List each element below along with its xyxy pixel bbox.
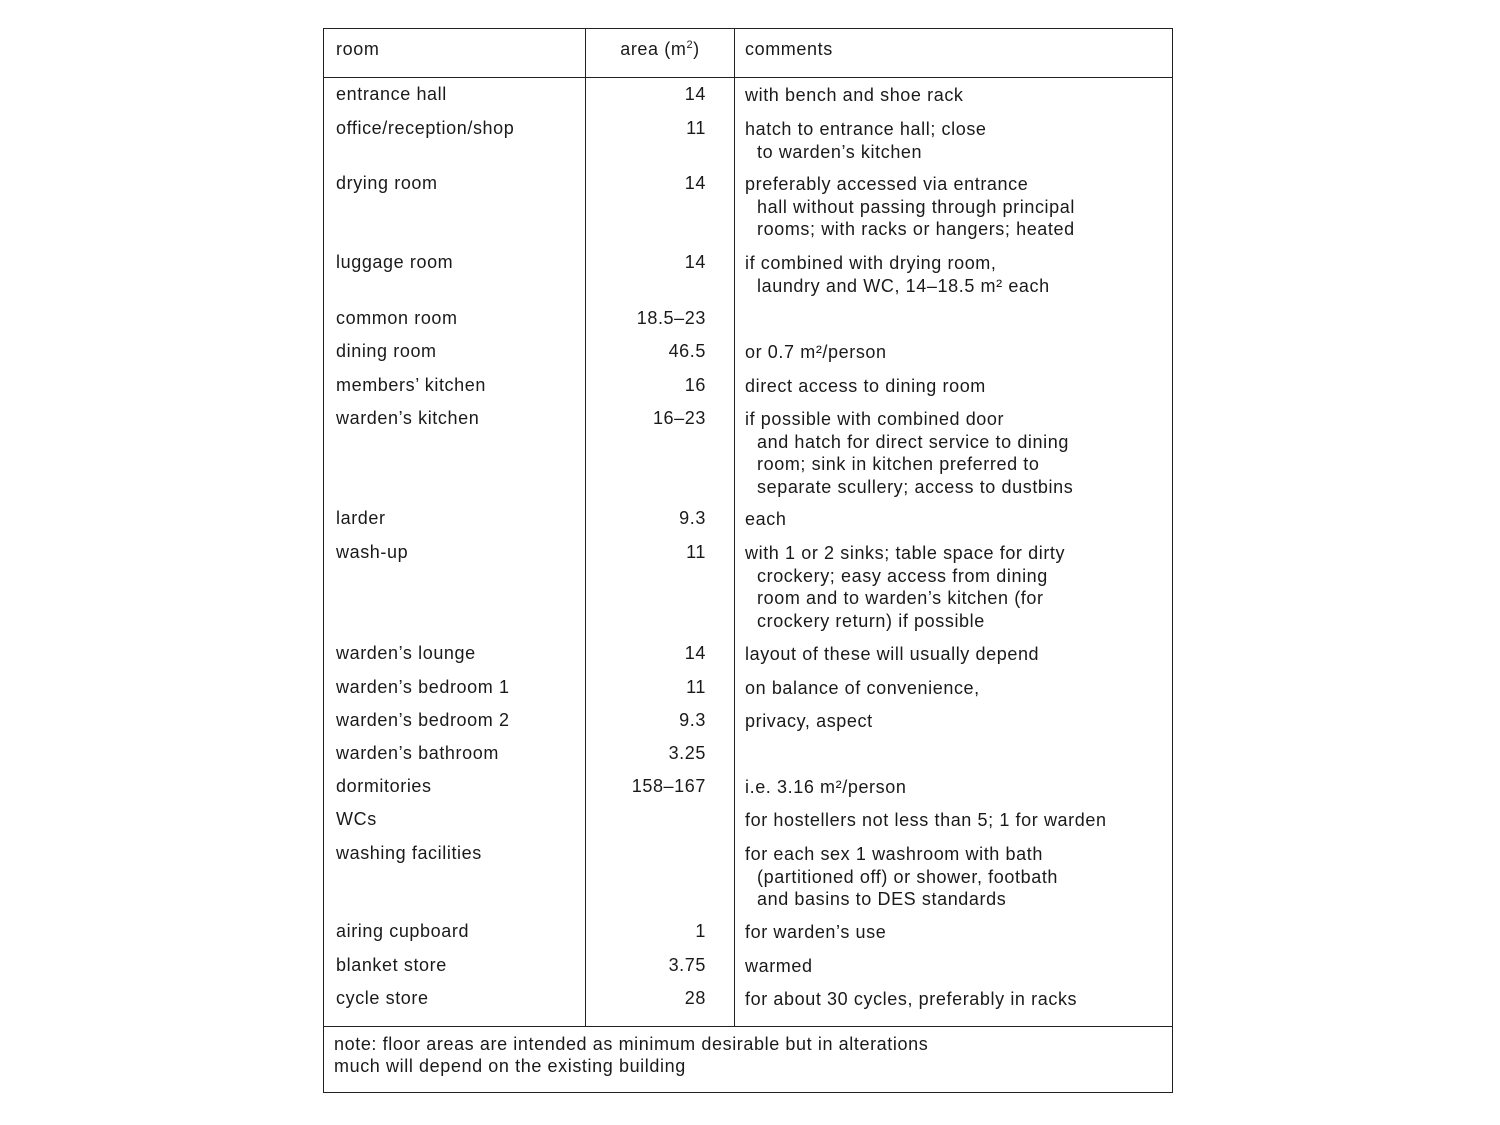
comment-line: (partitioned off) or shower, footbath [757,866,1059,887]
comments-cell [745,955,813,978]
comment-line: and hatch for direct service to dining [757,431,1069,452]
area-cell: 9.3 [679,710,706,730]
comment-line: layout of these will usually depend [745,644,1040,664]
comments-cell [745,118,987,163]
area-cell: 158–167 [631,776,706,796]
comment-line: with 1 or 2 sinks; table space for dirty [745,543,1066,563]
comment-line: room and to warden’s kitchen (for [757,588,1044,608]
area-cell: 18.5–23 [636,308,706,328]
area-cell: 11 [686,118,706,138]
comment-line: or 0.7 m²/person [745,342,887,362]
comments-cell [745,809,1107,832]
room-cell: blanket store [336,955,447,975]
room-cell: drying room [336,173,438,193]
comments-cell [745,776,906,799]
comments-cell [745,252,1050,297]
comments-cell [745,408,1073,498]
room-cell: luggage room [336,252,454,272]
note-line-1: note: floor areas are intended as minimum desirable but in alterations [334,1034,929,1054]
room-cell: dining room [336,341,437,361]
comment-line: privacy, aspect [745,711,873,731]
comments-cell [745,542,1065,632]
room-cell: WCs [336,809,377,829]
comment-line: crockery; easy access from dining [757,565,1048,586]
comment-line: separate scullery; access to dustbins [757,476,1074,497]
comment-line: with bench and shoe rack [745,85,964,105]
comment-line: on balance of convenience, [745,678,980,698]
comment-line: for warden’s use [745,922,887,942]
room-cell: members’ kitchen [336,375,486,395]
room-cell: entrance hall [336,84,447,104]
comment-line: hall without passing through principal [757,196,1075,217]
room-cell: warden’s kitchen [336,408,480,428]
comments-cell [745,988,1077,1011]
area-cell: 14 [684,252,706,272]
comment-line: preferably accessed via entrance [745,174,1029,194]
room-cell: wash-up [336,542,409,562]
comments-cell [745,173,1075,241]
comments-cell [745,341,887,364]
comment-line: if possible with combined door [745,409,1005,429]
table-note [334,1033,928,1077]
comment-line: laundry and WC, 14–18.5 m² each [757,275,1050,296]
room-cell: dormitories [336,776,432,796]
comment-line: crockery return) if possible [757,610,985,631]
comments-cell [745,677,980,700]
header-divider [324,77,1172,78]
area-cell: 16–23 [652,408,706,428]
comment-line: for about 30 cycles, preferably in racks [745,989,1078,1009]
comment-line: to warden’s kitchen [757,141,923,162]
comment-line: direct access to dining room [745,376,986,396]
comments-cell [745,921,886,944]
comment-line: and basins to DES standards [757,889,1007,909]
comment-line: rooms; with racks or hangers; heated [757,219,1075,239]
header-comments: comments [745,39,833,59]
room-cell: office/reception/shop [336,118,515,138]
comments-cell [745,710,873,733]
room-cell: warden’s lounge [336,643,476,663]
comments-cell [745,843,1058,911]
comments-cell [745,508,786,531]
comment-line: each [745,509,787,529]
comment-line: for each sex 1 washroom with bath [745,844,1043,864]
comment-line: i.e. 3.16 m²/person [745,777,907,797]
area-cell: 3.75 [668,955,706,975]
comment-line: room; sink in kitchen preferred to [757,454,1040,474]
area-cell: 1 [695,921,706,941]
room-cell: warden’s bedroom 2 [336,710,510,730]
room-cell: larder [336,508,386,528]
comments-cell [745,643,1039,666]
area-cell: 11 [686,677,706,697]
comment-line: if combined with drying room, [745,253,997,273]
comment-line: warmed [745,956,813,976]
area-cell: 9.3 [679,508,706,528]
comment-line: hatch to entrance hall; close [745,119,987,139]
area-cell: 16 [684,375,706,395]
column-divider-area-comments [734,29,735,1027]
room-area-table [323,28,1173,1093]
area-cell: 46.5 [668,341,706,361]
room-cell: warden’s bedroom 1 [336,677,510,697]
room-cell: common room [336,308,458,328]
room-cell: washing facilities [336,843,482,863]
comment-line: for hostellers not less than 5; 1 for warden [745,810,1107,830]
area-cell: 3.25 [668,743,706,763]
note-divider [324,1026,1172,1027]
room-cell: warden’s bathroom [336,743,499,763]
area-cell: 14 [684,84,706,104]
area-cell: 14 [684,643,706,663]
room-cell: cycle store [336,988,429,1008]
comments-cell [745,84,964,107]
area-cell: 11 [686,542,706,562]
room-cell: airing cupboard [336,921,470,941]
note-line-2: much will depend on the existing building [334,1056,686,1076]
comments-cell [745,375,986,398]
header-area: area $(m^2)$ [620,39,700,59]
area-cell: 14 [684,173,706,193]
header-room: room [336,39,380,59]
area-cell: 28 [684,988,706,1008]
